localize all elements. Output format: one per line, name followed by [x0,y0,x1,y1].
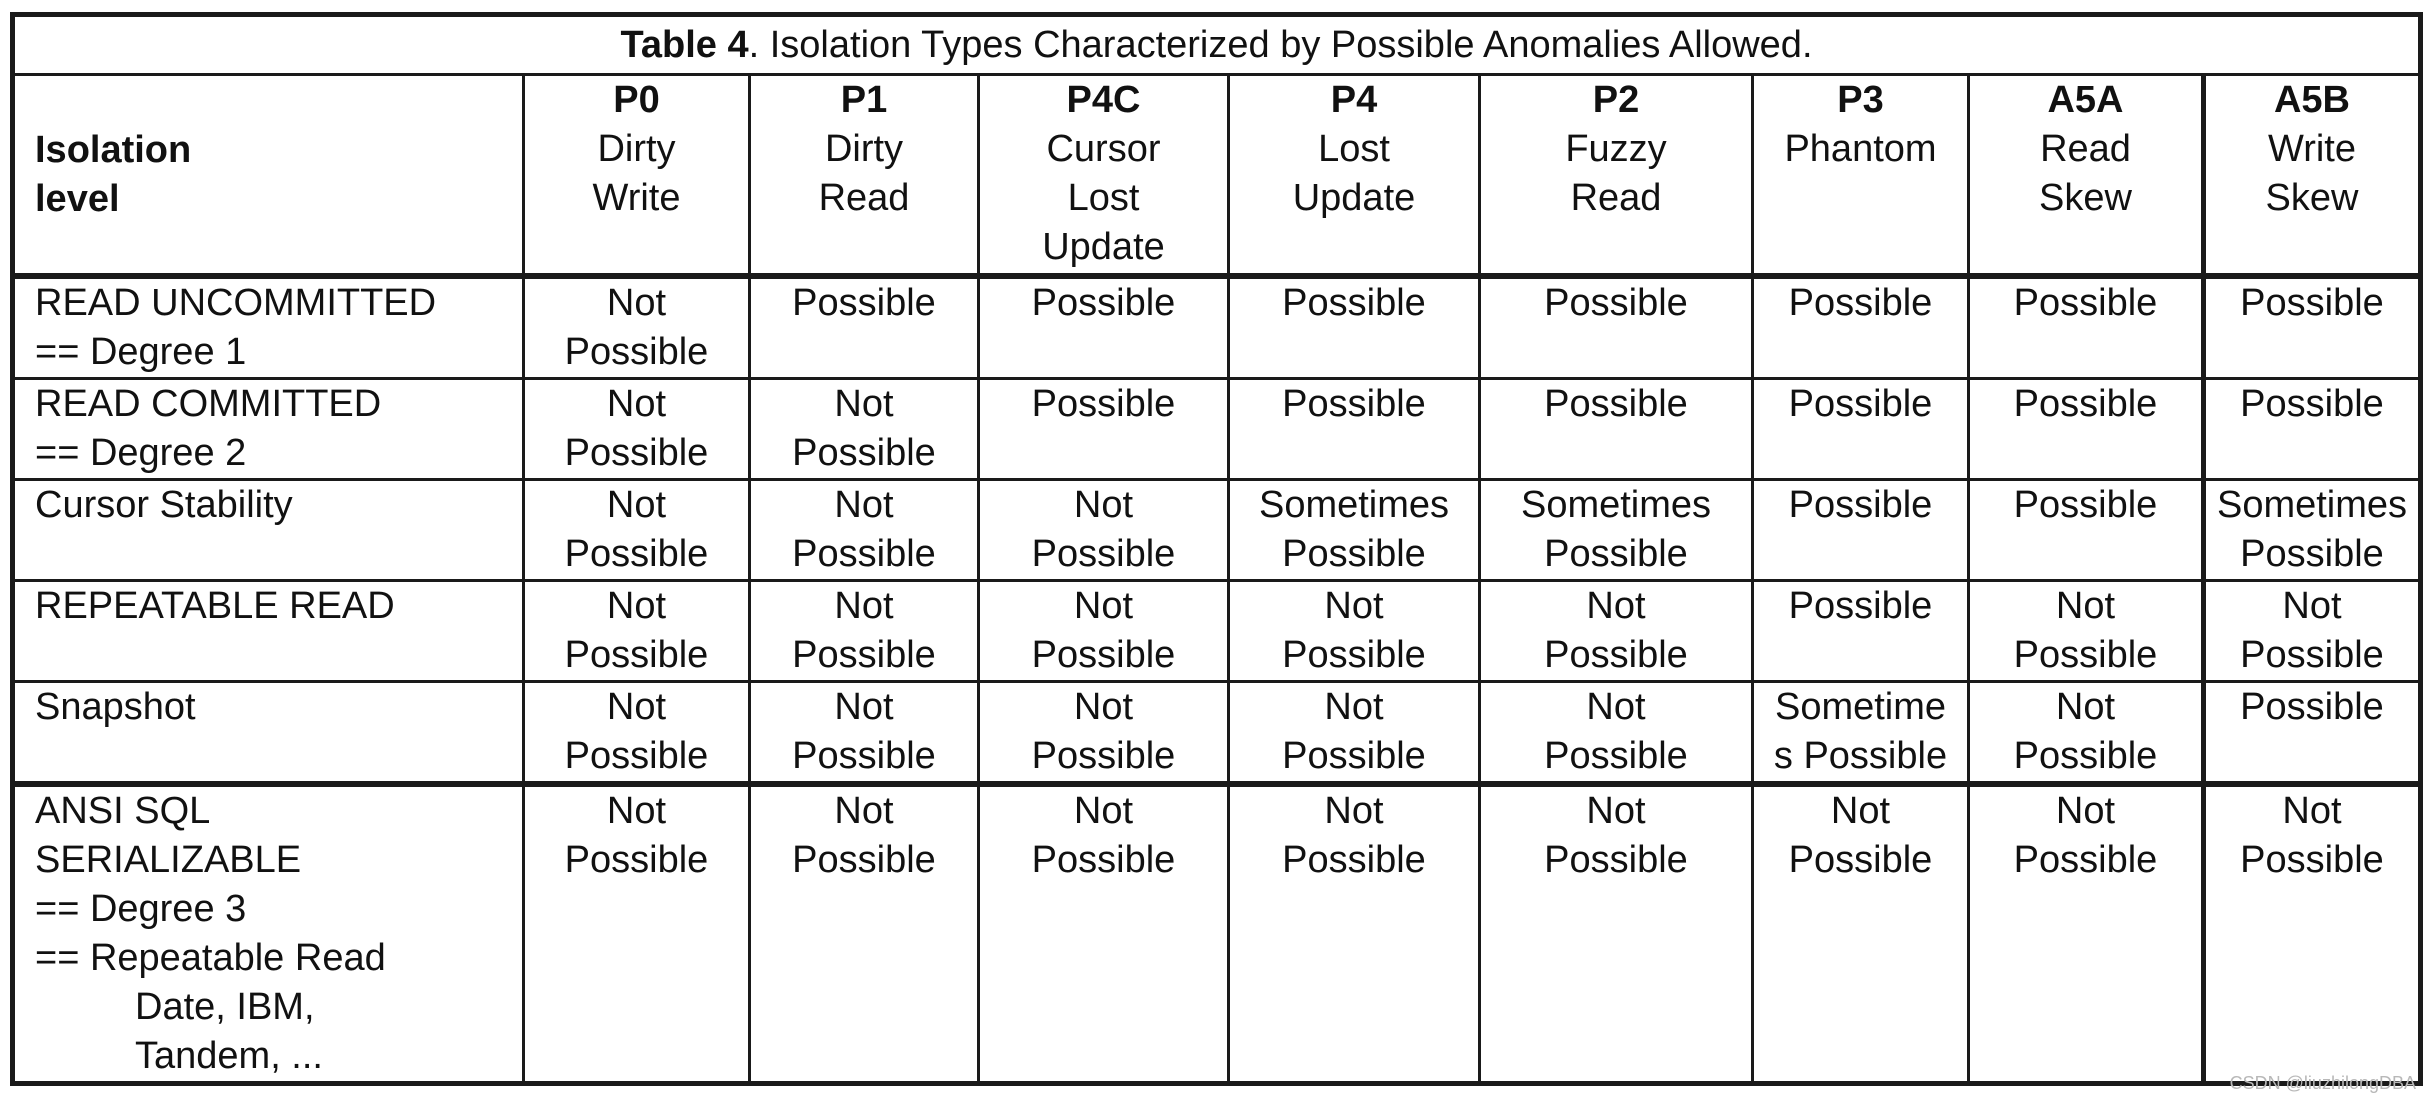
column-header-p2 [1480,75,1753,277]
isolation-level-line: Cursor Stability [35,484,293,526]
isolation-level-subline: Tandem, ... [135,1035,323,1077]
anomaly-code: P0 [613,79,660,121]
isolation-table [10,12,2423,1086]
cell-text-line: Not [2055,686,2116,728]
anomaly-name-line: Dirty [597,128,676,170]
isolation-level-line: == Degree 1 [35,331,247,373]
column-header-p0 [524,75,750,277]
cell-text-line: Possible [2013,484,2158,526]
cell-text-line: Possible [1282,282,1426,324]
cell-text-line: Possible [2013,383,2158,425]
isolation-level-line: READ COMMITTED [35,383,382,425]
column-header-a5a [1969,75,2204,277]
anomaly-name-line: Skew [2039,177,2132,219]
cell-text-line: Not [834,585,894,627]
cell-text-line: Not [1073,790,1134,832]
anomaly-cell-a5b [2204,276,2421,379]
cell-text-line: Possible [2013,634,2158,676]
anomaly-cell-p3 [1753,276,1969,379]
isolation-level-header [13,75,524,277]
anomaly-cell-p4 [1229,276,1480,379]
anomaly-code: P4C [1066,79,1141,121]
cell-text-line: Possible [2240,839,2384,881]
cell-text-line: Not [2055,585,2116,627]
anomaly-cell-a5b [2204,581,2421,682]
anomaly-code: P1 [840,79,888,121]
anomaly-code: P2 [1592,79,1640,121]
anomaly-cell-p0 [524,276,750,379]
anomaly-cell-p1 [750,682,979,785]
cell-text-line: Possible [564,533,709,575]
cell-text-line: Not [606,585,667,627]
table-row [13,784,2421,1084]
cell-text-line: Possible [2013,839,2158,881]
isolation-level-line: == Repeatable Read [35,937,386,979]
cell-text-line: Possible [564,331,709,373]
anomaly-name-line: Update [1042,226,1165,268]
anomaly-cell-p0 [524,581,750,682]
cell-text-line: Not [1324,585,1384,627]
cell-text-line: Not [1830,790,1891,832]
anomaly-name-line: Read [818,177,910,219]
cell-text-line: Not [1073,686,1134,728]
isolation-level-subline: Date, IBM, [135,986,315,1028]
anomaly-cell-p1 [750,581,979,682]
cell-text-line: Possible [1031,383,1176,425]
caption-label: Table 4 [620,24,749,66]
cell-text-line: Possible [2013,735,2158,777]
anomaly-cell-p3 [1753,682,1969,785]
cell-text-line: Not [834,790,894,832]
anomaly-cell-a5a [1969,379,2204,480]
anomaly-cell-p4c [979,379,1229,480]
anomaly-cell-p0 [524,480,750,581]
cell-text-line: Not [1324,790,1384,832]
anomaly-cell-p1 [750,276,979,379]
isolation-level-cell [13,480,524,581]
cell-text-line: Possible [1788,585,1933,627]
table-row [13,379,2421,480]
cell-text-line: Possible [1788,383,1933,425]
cell-text-line: Possible [1031,282,1176,324]
anomaly-name-line: Cursor [1046,128,1161,170]
cell-text-line: Possible [792,432,936,474]
anomaly-cell-a5b [2204,682,2421,785]
cell-text-line: Not [606,282,667,324]
cell-text-line: Possible [792,282,936,324]
cell-text-line: Possible [1282,839,1426,881]
anomaly-code: P4 [1330,79,1378,121]
cell-text-line: Possible [1544,383,1688,425]
cell-text-line: Sometimes [2216,484,2408,526]
cell-text-line: Possible [1282,533,1426,575]
anomaly-cell-p3 [1753,581,1969,682]
cell-text-line: Not [606,484,667,526]
anomaly-name-line: Fuzzy [1565,128,1667,170]
column-header-p3 [1753,75,1969,277]
anomaly-cell-a5a [1969,784,2204,1084]
anomaly-cell-p2 [1480,581,1753,682]
anomaly-cell-p0 [524,682,750,785]
cell-text-line: Possible [564,634,709,676]
cell-text-line: Possible [2240,383,2384,425]
table-row [13,682,2421,785]
cell-text-line: Possible [792,634,936,676]
cell-text-line: Possible [1031,634,1176,676]
anomaly-code: A5B [2273,79,2351,121]
cell-text-line: Possible [792,839,936,881]
anomaly-cell-p2 [1480,379,1753,480]
anomaly-cell-p2 [1480,682,1753,785]
column-header-p4 [1229,75,1480,277]
anomaly-cell-p2 [1480,276,1753,379]
table-row [13,480,2421,581]
anomaly-cell-p4c [979,682,1229,785]
anomaly-name-line: Read [1570,177,1662,219]
column-header-p1 [750,75,979,277]
isolation-level-line: READ UNCOMMITTED [35,282,437,324]
anomaly-name-line: Lost [1318,128,1390,170]
anomaly-cell-p0 [524,379,750,480]
cell-text-line: Not [1073,484,1134,526]
anomaly-cell-a5a [1969,276,2204,379]
anomaly-cell-p4 [1229,682,1480,785]
table-row [13,581,2421,682]
anomaly-cell-a5b [2204,480,2421,581]
isolation-level-cell [13,682,524,785]
cell-text-line: Not [1324,686,1384,728]
cell-text-line: Possible [2240,634,2384,676]
header-row [13,75,2421,277]
cell-text-line: Possible [1788,839,1933,881]
anomaly-cell-p0 [524,784,750,1084]
anomaly-name-line: Update [1292,177,1416,219]
anomaly-cell-a5a [1969,581,2204,682]
cell-text-line: Possible [1544,735,1688,777]
cell-text-line: Possible [1282,634,1426,676]
cell-text-line: Not [606,790,667,832]
table-caption [13,15,2421,75]
cell-text-line: Sometimes [1258,484,1450,526]
anomaly-code: P3 [1837,79,1884,121]
cell-text-line: Not [606,383,667,425]
cell-text-line: Not [606,686,667,728]
anomaly-cell-p3 [1753,784,1969,1084]
cell-text-line: Possible [1031,839,1176,881]
cell-text-line: Possible [1544,634,1688,676]
caption-text: . Isolation Types Characterized by Possible Anomalies Allowed. [748,24,1813,66]
cell-text-line: Possible [2240,282,2384,324]
anomaly-cell-p2 [1480,480,1753,581]
anomaly-cell-p4 [1229,581,1480,682]
anomaly-name-line: Write [592,177,681,219]
cell-text-line: Not [834,686,894,728]
cell-text-line: Possible [564,432,709,474]
anomaly-cell-a5a [1969,682,2204,785]
isolation-level-cell [13,581,524,682]
anomaly-cell-p4c [979,276,1229,379]
cell-text-line: Possible [1031,735,1176,777]
cell-text-line: Possible [1031,533,1176,575]
cell-text-line: Not [1073,585,1134,627]
isolation-level-line: SERIALIZABLE [35,839,302,881]
cell-text-line: Possible [792,533,936,575]
cell-text-line: Possible [1282,383,1426,425]
anomaly-cell-p1 [750,784,979,1084]
cell-text-line: Possible [1788,282,1933,324]
anomaly-cell-p4c [979,480,1229,581]
cell-text-line: Not [1586,686,1646,728]
cell-text-line: Not [2282,585,2342,627]
cell-text-line: Possible [564,735,709,777]
cell-text-line: Possible [1544,533,1688,575]
cell-text-line: Possible [564,839,709,881]
cell-text-line: Possible [1788,484,1933,526]
cell-text-line: Possible [2240,533,2384,575]
cell-text-line: Possible [2013,282,2158,324]
isolation-level-line: == Degree 3 [35,888,247,930]
column-header-p4c [979,75,1229,277]
anomaly-cell-p4 [1229,480,1480,581]
anomaly-name-line: Lost [1067,177,1140,219]
cell-text-line: Not [834,383,894,425]
anomaly-cell-p4c [979,581,1229,682]
watermark: CSDN @liuzhilongDBA [2229,1073,2416,1093]
anomaly-name-line: Skew [2265,177,2359,219]
cell-text-line: Not [2282,790,2342,832]
anomaly-cell-p1 [750,480,979,581]
cell-text-line: s Possible [1773,735,1948,777]
anomaly-name-line: Dirty [824,128,904,170]
anomaly-cell-a5b [2204,379,2421,480]
anomaly-cell-p2 [1480,784,1753,1084]
column-header-a5b [2204,75,2421,277]
anomaly-cell-a5b [2204,784,2421,1084]
cell-text-line: Not [1586,585,1646,627]
isolation-level-line: Snapshot [35,686,196,728]
anomaly-cell-p4 [1229,784,1480,1084]
anomaly-cell-p4c [979,784,1229,1084]
isolation-level-line: REPEATABLE READ [35,585,395,627]
header-line: Isolation [35,128,192,171]
isolation-level-cell [13,784,524,1084]
anomaly-cell-p1 [750,379,979,480]
cell-text-line: Possible [1544,282,1688,324]
anomaly-name-line: Write [2268,128,2356,170]
header-line: level [35,177,120,220]
anomaly-cell-p4 [1229,379,1480,480]
isolation-level-line: ANSI SQL [35,790,211,832]
anomaly-cell-p3 [1753,480,1969,581]
cell-text-line: Sometime [1774,686,1947,728]
table-row [13,276,2421,379]
cell-text-line: Sometimes [1520,484,1712,526]
isolation-level-line: == Degree 2 [35,432,247,474]
anomaly-name-line: Phantom [1784,128,1937,170]
cell-text-line: Not [2055,790,2116,832]
cell-text-line: Not [834,484,894,526]
isolation-level-cell [13,379,524,480]
cell-text-line: Possible [792,735,936,777]
cell-text-line: Possible [2240,686,2384,728]
anomaly-cell-p3 [1753,379,1969,480]
anomaly-cell-a5a [1969,480,2204,581]
anomaly-name-line: Read [2040,128,2131,170]
cell-text-line: Not [1586,790,1646,832]
cell-text-line: Possible [1282,735,1426,777]
anomaly-code: A5A [2047,79,2124,121]
cell-text-line: Possible [1544,839,1688,881]
isolation-level-cell [13,276,524,379]
